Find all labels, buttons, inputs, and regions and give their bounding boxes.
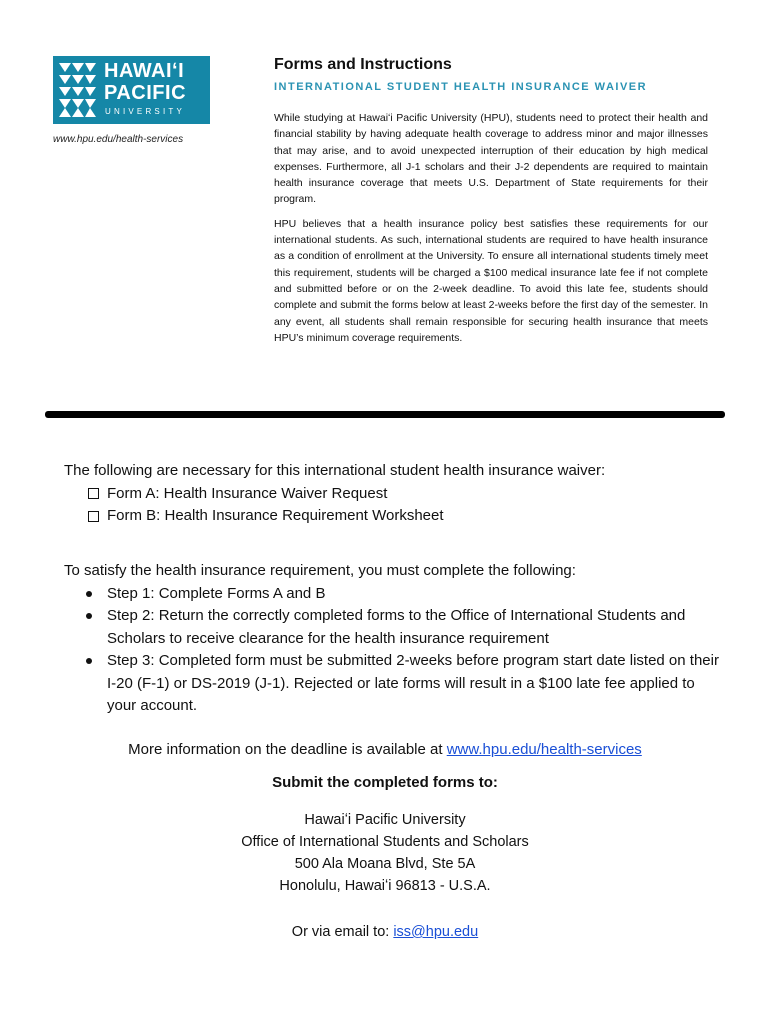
address-line-2: Office of International Students and Scholars <box>241 834 529 850</box>
checkbox-form-b[interactable] <box>88 511 99 522</box>
steps-heading: To satisfy the health insurance requirement, you must complete the following: <box>64 562 576 579</box>
logo-line-1: HAWAIʻI <box>104 60 185 82</box>
logo-line-2: PACIFIC <box>104 82 187 104</box>
section-divider <box>45 411 725 418</box>
logo-pattern-icon <box>59 63 96 117</box>
step-1-text: Step 1: Complete Forms A and B <box>107 584 326 602</box>
mailing-address <box>0 809 770 897</box>
address-line-3: 500 Ala Moana Blvd, Ste 5A <box>294 856 476 872</box>
steps-section <box>64 560 724 718</box>
page-subtitle: INTERNATIONAL STUDENT HEALTH INSURANCE WAIVER <box>274 81 648 93</box>
list-item <box>88 483 724 506</box>
logo-line-3: UNIVERSITY <box>105 107 186 116</box>
page-title: Forms and Instructions <box>274 56 452 73</box>
step-3-text: Step 3: Completed form must be submitted 2-weeks before program start date listed on their I-20 (F-1) or DS-2019 (J-1). Rejected or late forms will result in a $100 late fee applied to your account. <box>107 652 719 714</box>
intro-paragraph-2: HPU believes that a health insurance policy best satisfies these requirements for our international students. As such, international students are required to have health insurance as a condition of enrollment at the University. To ensure all international students timely meet this requirement, students will be charged a $100 medical insurance late fee if not complete and submitted before or on the 2-week deadline. To avoid this late fee, students should complete and submit the forms below at least 2-weeks before the first day of the semester. In any event, all students shall remain responsible for securing health insurance that meets HPU’s minimum coverage requirements. <box>274 217 708 344</box>
more-info-line <box>0 739 770 761</box>
address-line-1: Hawaiʻi Pacific University <box>304 812 466 828</box>
requirements-section <box>64 460 724 528</box>
list-item <box>82 583 724 606</box>
more-info-text: More information on the deadline is available at <box>128 741 447 758</box>
intro-paragraph-1: While studying at Hawaiʻi Pacific University (HPU), students need to protect their health and financial stability by having adequate health coverage to address minor and major illnesses that may arise, and to avoid unexpected interruption of their education by high medical expenses. Furthermore, all J-1 scholars and their J-2 dependents are required to maintain health insurance coverage that meets U.S. Department of State requirements for their program. <box>274 112 708 206</box>
email-line <box>0 921 770 943</box>
bullet-icon <box>86 613 92 619</box>
website-url: www.hpu.edu/health-services <box>53 134 184 145</box>
email-link[interactable]: iss@hpu.edu <box>393 924 479 940</box>
email-prefix: Or via email to: <box>291 924 394 940</box>
university-logo <box>53 56 210 124</box>
checkbox-form-a[interactable] <box>88 488 99 499</box>
form-a-label: Form A: Health Insurance Waiver Request <box>107 484 388 502</box>
step-2-text: Step 2: Return the correctly completed forms to the Office of International Students and Scholars to receive clearance for the health insurance requirement <box>107 607 686 647</box>
steps-list <box>64 583 724 718</box>
intro-text <box>274 110 708 354</box>
list-item <box>82 605 724 650</box>
submit-heading: Submit the completed forms to: <box>272 774 498 791</box>
bullet-icon <box>86 591 92 597</box>
health-services-link[interactable]: www.hpu.edu/health-services <box>446 741 642 758</box>
requirements-heading: The following are necessary for this international student health insurance waiver: <box>64 462 606 479</box>
list-item <box>88 505 724 528</box>
form-b-label: Form B: Health Insurance Requirement Worksheet <box>107 507 444 524</box>
requirements-list <box>64 483 724 528</box>
bullet-icon <box>86 658 92 664</box>
list-item <box>82 650 724 718</box>
address-line-4: Honolulu, Hawaiʻi 96813 - U.S.A. <box>279 878 491 894</box>
